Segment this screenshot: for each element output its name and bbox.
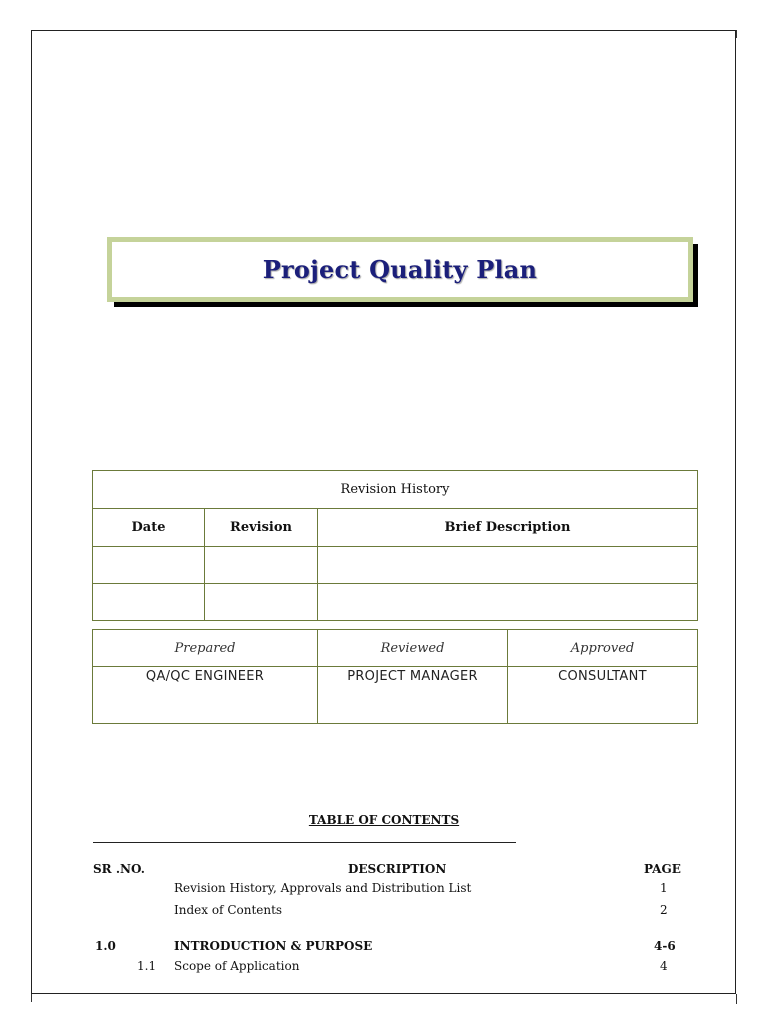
toc-item-page: 4-6 [654, 939, 676, 953]
approvals-table [92, 629, 698, 724]
name-reviewed: PROJECT MANAGER [318, 667, 508, 724]
toc-item-description: Revision History, Approvals and Distribution List [174, 881, 472, 895]
role-reviewed: Reviewed [318, 630, 508, 667]
revision-history-table [92, 470, 698, 621]
revision-cell [318, 547, 698, 584]
revision-history-header-row [93, 509, 698, 547]
revision-cell [205, 547, 318, 584]
table-row [93, 584, 698, 621]
name-prepared: QA/QC ENGINEER [93, 667, 318, 724]
toc-header-description: DESCRIPTION [348, 862, 447, 876]
approvals-name-row [93, 667, 698, 724]
title-box [107, 237, 693, 302]
header-date: Date [93, 509, 205, 547]
table-row [93, 547, 698, 584]
toc-item-description: Index of Contents [174, 903, 283, 917]
revision-cell [205, 584, 318, 621]
header-revision: Revision [205, 509, 318, 547]
revision-cell [93, 584, 205, 621]
toc-item-description: INTRODUCTION & PURPOSE [174, 939, 373, 953]
header-brief-description: Brief Description [318, 509, 698, 547]
revision-cell [318, 584, 698, 621]
toc-divider [93, 842, 516, 843]
toc-item-page: 2 [660, 903, 668, 917]
toc-item-description: Scope of Application [174, 959, 300, 973]
page-corner-mark [736, 994, 737, 1004]
page-corner-mark [31, 994, 32, 1002]
title-box-inner [112, 242, 688, 297]
toc-title: TABLE OF CONTENTS [308, 813, 460, 827]
toc-item-sr: 1.0 [95, 939, 116, 953]
document-title: Project Quality Plan [262, 255, 538, 284]
page-corner-mark [736, 30, 737, 38]
toc-header-sr: SR .NO. [93, 862, 145, 876]
toc-item-page: 1 [660, 881, 668, 895]
approvals-role-row [93, 630, 698, 667]
revision-history-title: Revision History [93, 471, 698, 509]
revision-history-title-row [93, 471, 698, 509]
toc-header-page: PAGE [644, 862, 681, 876]
name-approved: CONSULTANT [508, 667, 698, 724]
toc-item-page: 4 [660, 959, 668, 973]
role-prepared: Prepared [93, 630, 318, 667]
toc-item-sr: 1.1 [137, 959, 157, 973]
revision-cell [93, 547, 205, 584]
role-approved: Approved [508, 630, 698, 667]
